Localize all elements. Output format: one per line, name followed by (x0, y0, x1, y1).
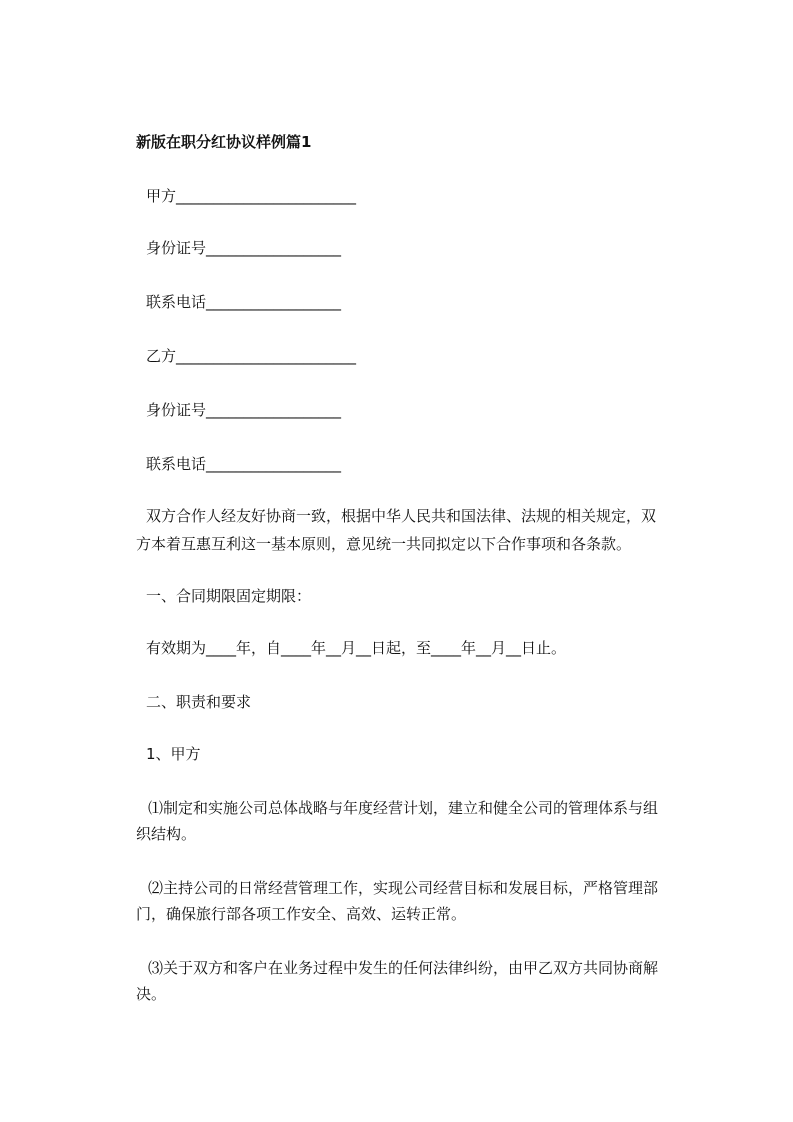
party-b-field: 乙方________________________ (146, 347, 357, 365)
party-a-id-field: 身份证号__________________ (146, 239, 342, 257)
party-a-heading: 1、甲方 (146, 745, 201, 763)
party-a-phone-field: 联系电话__________________ (146, 293, 342, 311)
item-1-line-2: 织结构。 (136, 825, 197, 843)
party-a-field: 甲方________________________ (146, 187, 357, 205)
section-1-heading: 一、合同期限固定期限： (146, 587, 312, 605)
document-title: 新版在职分红协议样例篇1 (136, 133, 312, 151)
party-b-id-field: 身份证号__________________ (146, 401, 342, 419)
intro-paragraph-line-2: 方本着互惠互利这一基本原则，意见统一共同拟定以下合作事项和各条款。 (136, 535, 632, 553)
intro-paragraph-line-1: 双方合作人经友好协商一致，根据中华人民共和国法律、法规的相关规定，双 (146, 507, 657, 525)
party-b-phone-field: 联系电话__________________ (146, 455, 342, 473)
section-2-heading: 二、职责和要求 (146, 693, 252, 711)
item-2-line-2: 门，确保旅行部各项工作安全、高效、运转正常。 (136, 905, 467, 923)
contract-term-line: 有效期为____年，自____年__月__日起，至____年__月__日止。 (146, 639, 567, 657)
item-2-line-1: ⑵主持公司的日常经营管理工作，实现公司经营目标和发展目标，严格管理部 (148, 879, 659, 897)
item-3-line-1: ⑶关于双方和客户在业务过程中发生的任何法律纠纷，由甲乙双方共同协商解 (148, 959, 659, 977)
item-3-line-2: 决。 (136, 985, 167, 1003)
item-1-line-1: ⑴制定和实施公司总体战略与年度经营计划，建立和健全公司的管理体系与组 (148, 799, 659, 817)
